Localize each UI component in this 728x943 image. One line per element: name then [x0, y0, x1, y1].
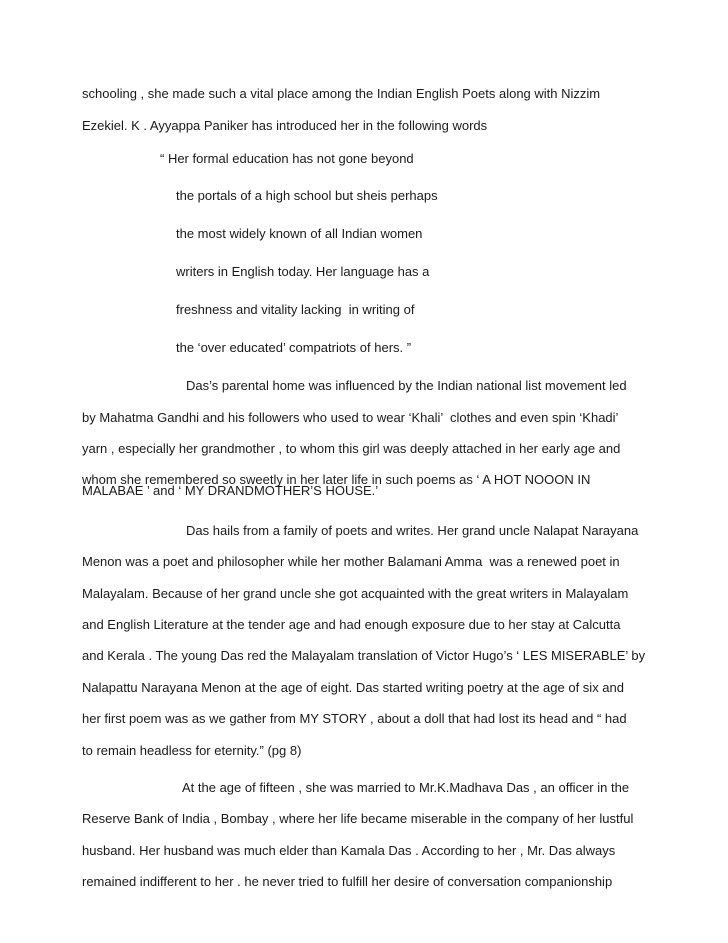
text-line: to remain headless for eternity.” (pg 8) — [82, 743, 302, 758]
text-line: whom she remembered so sweetly in her later life in such poems as ‘ A HOT NOOON IN — [82, 472, 591, 487]
text-line: husband. Her husband was much elder than Kamala Das . According to her , Mr. Das always — [82, 843, 616, 858]
text-line: schooling , she made such a vital place among the Indian English Poets along with Nizzim — [82, 86, 601, 101]
text-line: remained indifferent to her . he never tried to fulfill her desire of conversation companionship — [82, 874, 613, 889]
text-line: and English Literature at the tender age and had enough exposure due to her stay at Calcutta — [82, 617, 621, 632]
text-line: At the age of fifteen , she was married to Mr.K.Madhava Das , an officer in the — [182, 780, 630, 795]
text-line: Reserve Bank of India , Bombay , where her life became miserable in the company of her lustful — [82, 811, 634, 826]
text-line: Menon was a poet and philosopher while her mother Balamani Amma was a renewed poet in — [82, 554, 620, 569]
text-line: Malayalam. Because of her grand uncle she got acquainted with the great writers in Malayalam — [82, 586, 629, 601]
text-line: MALABAE ’ and ‘ MY DRANDMOTHER’S HOUSE.’ — [82, 483, 379, 498]
text-line: yarn , especially her grandmother , to whom this girl was deeply attached in her early age and — [82, 441, 621, 456]
text-line: by Mahatma Gandhi and his followers who used to wear ‘Khali’ clothes and even spin ‘Khadi’ — [82, 410, 619, 425]
quote-line: the most widely known of all Indian women — [176, 226, 423, 241]
text-line: Das’s parental home was influenced by the Indian national list movement led — [186, 378, 627, 393]
text-line: Das hails from a family of poets and writes. Her grand uncle Nalapat Narayana — [186, 523, 639, 538]
text-line: her first poem was as we gather from MY STORY , about a doll that had lost its head and “ had — [82, 711, 627, 726]
quote-line: writers in English today. Her language has a — [176, 264, 430, 279]
quote-line: “ Her formal education has not gone beyond — [160, 151, 414, 166]
quote-line: freshness and vitality lacking in writing of — [176, 302, 415, 317]
text-line: and Kerala . The young Das red the Malayalam translation of Victor Hugo’s ‘ LES MISERABLE’ by — [82, 648, 646, 663]
quote-line: the portals of a high school but sheis perhaps — [176, 188, 438, 203]
text-line: Ezekiel. K . Ayyappa Paniker has introduced her in the following words — [82, 118, 488, 133]
text-line: Nalapattu Narayana Menon at the age of eight. Das started writing poetry at the age of six and — [82, 680, 624, 695]
quote-line: the ‘over educated’ compatriots of hers. ” — [176, 340, 412, 355]
